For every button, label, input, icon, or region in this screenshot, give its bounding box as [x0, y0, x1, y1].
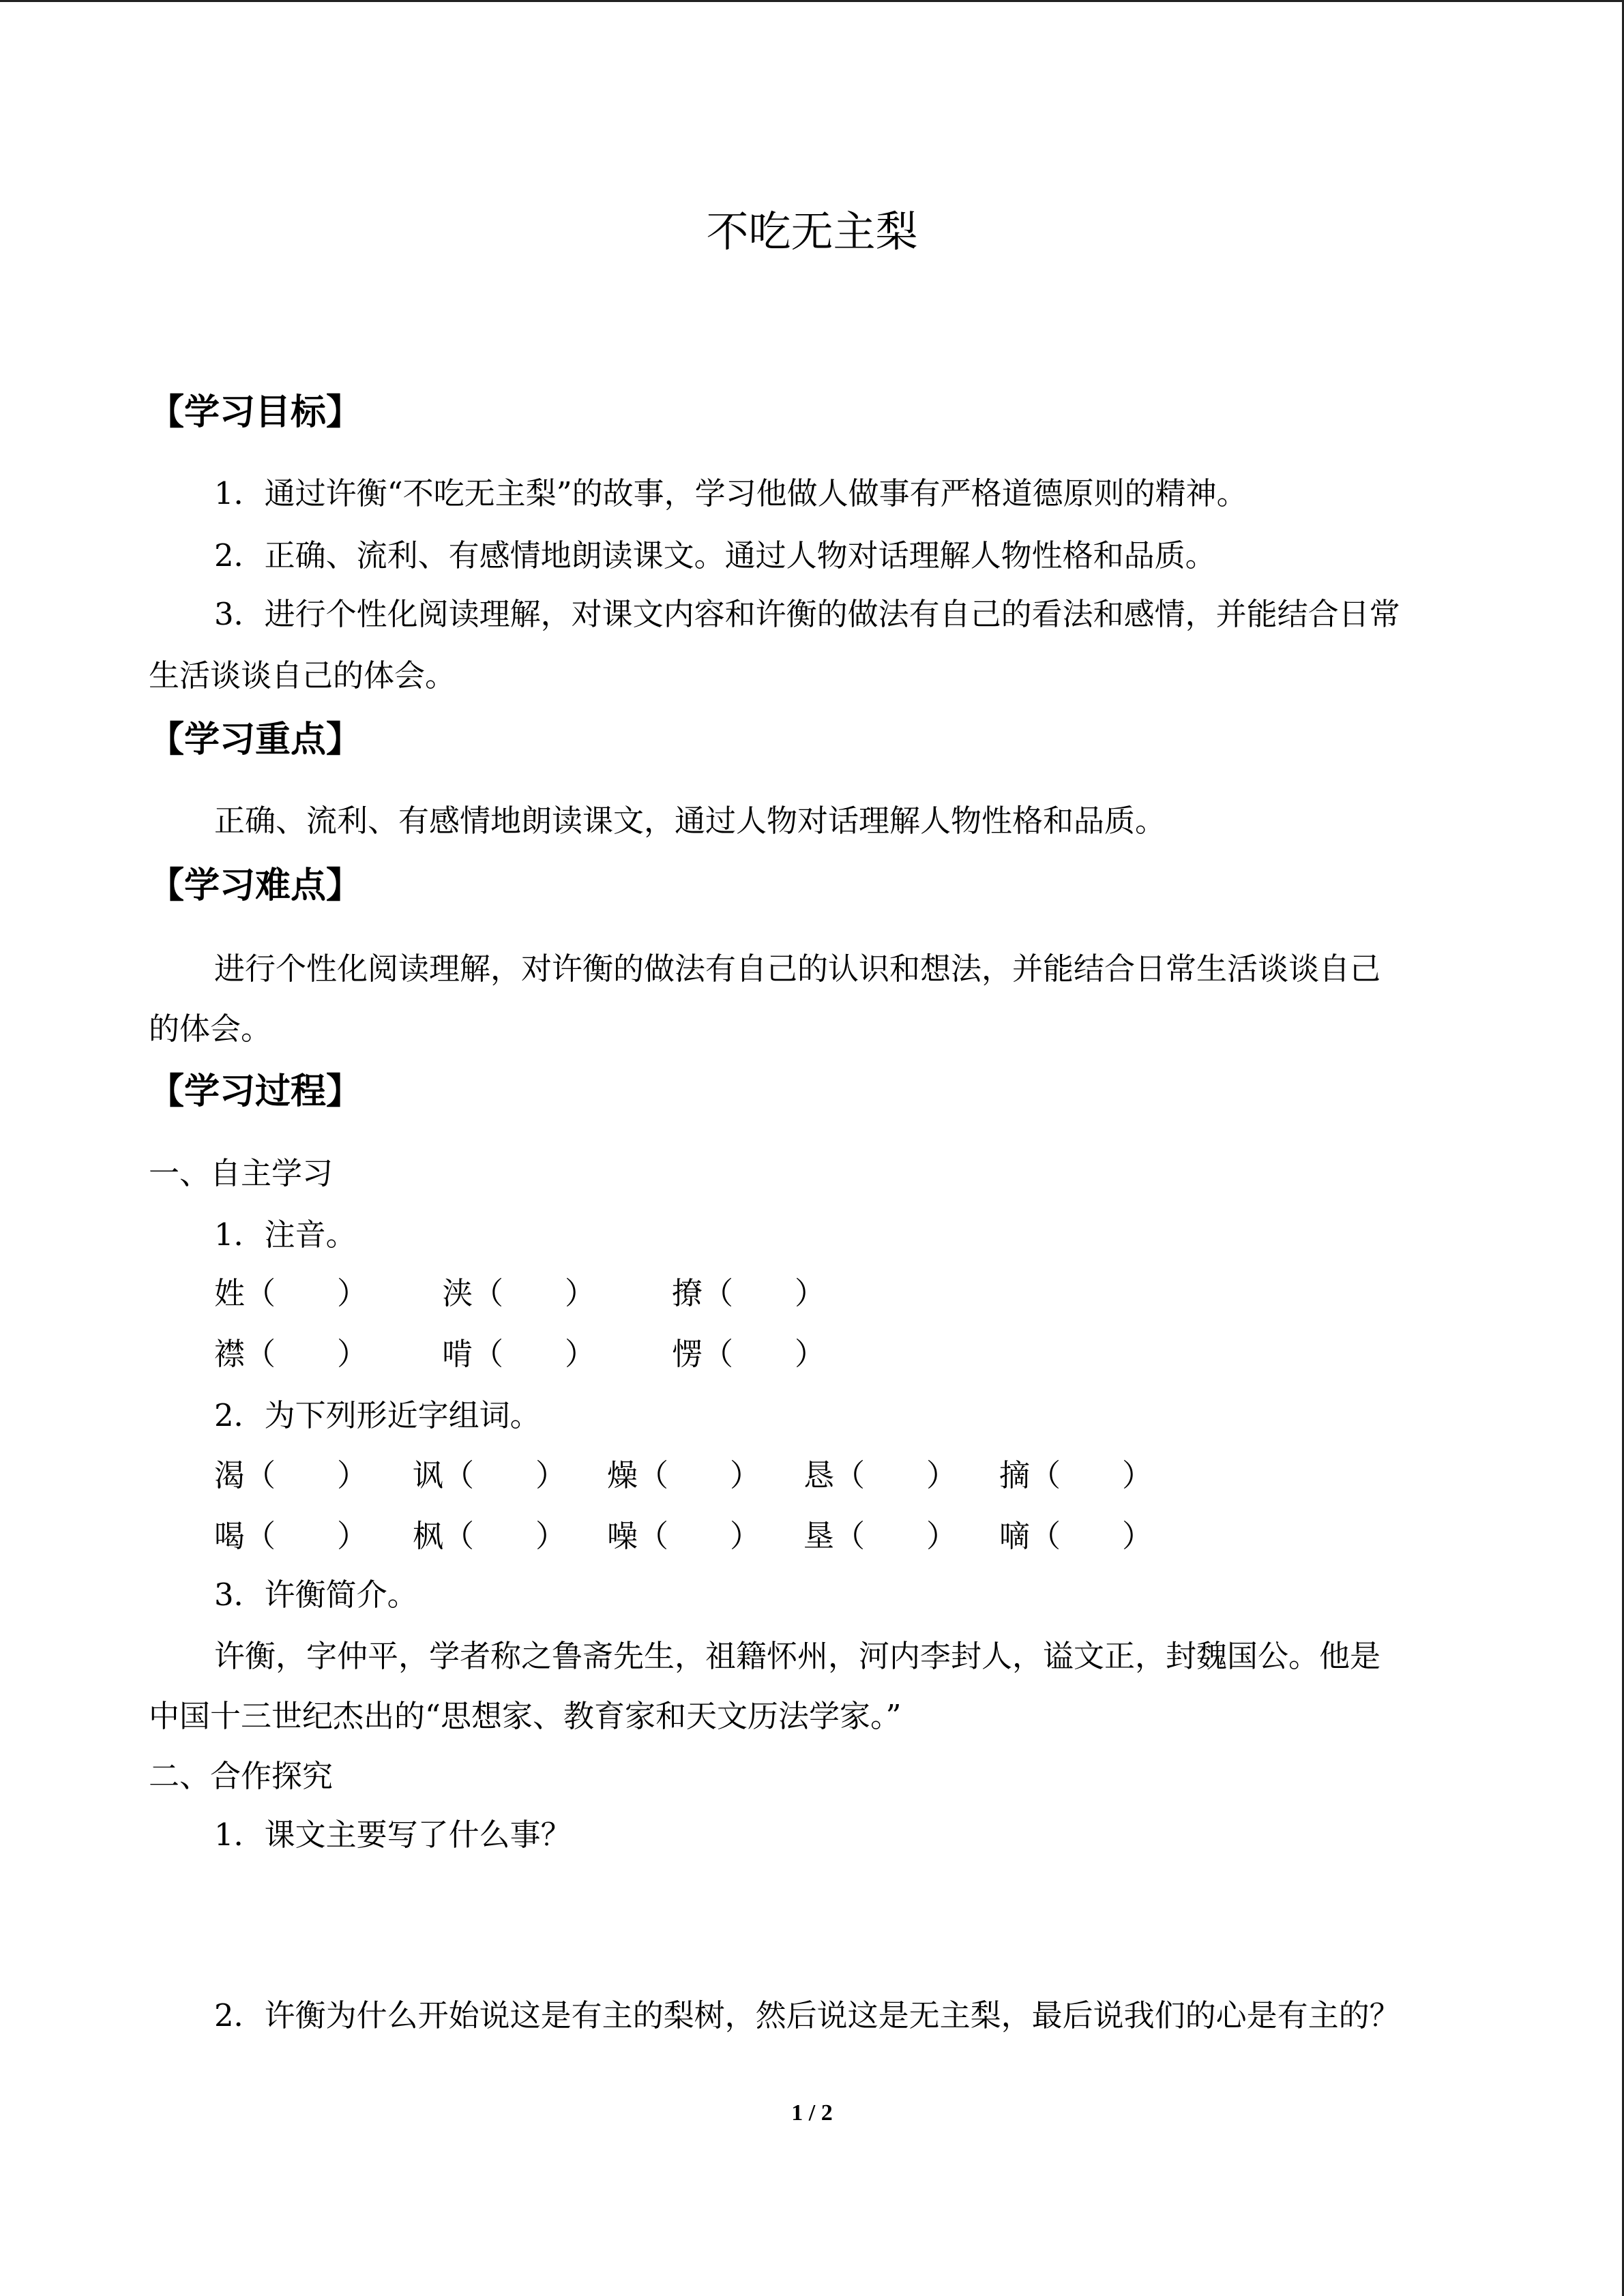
difficulty-line-1: 进行个性化阅读理解，对许衡的做法有自己的认识和想法，并能结合日常生活谈谈自己	[214, 951, 1381, 987]
process-heading: 【学习过程】	[149, 1071, 362, 1112]
pinyin-item: 撩（ ）	[672, 1275, 826, 1311]
page-title: 不吃无主梨	[706, 207, 918, 256]
difficulty-line-2: 的体会。	[149, 1011, 272, 1047]
page-number: 1 / 2	[791, 2100, 833, 2126]
word-item: 枫（ ）	[413, 1518, 567, 1554]
word-item: 嘀（ ）	[999, 1518, 1153, 1554]
q1-title: 1．注音。	[214, 1217, 357, 1253]
intro-line-1: 许衡，字仲平，学者称之鲁斋先生，祖籍怀州，河内李封人，谥文正，封魏国公。他是	[214, 1638, 1381, 1674]
goal-item-1: 1．通过许衡“不吃无主梨”的故事，学习他做人做事有严格道德原则的精神。	[214, 475, 1247, 511]
part2-title: 二、合作探究	[149, 1758, 334, 1794]
word-item: 讽（ ）	[413, 1457, 567, 1493]
part1-title: 一、自主学习	[149, 1155, 334, 1191]
pinyin-item: 浃（ ）	[442, 1275, 596, 1311]
intro-line-2: 中国十三世纪杰出的“思想家、教育家和天文历法学家。”	[149, 1698, 902, 1734]
pinyin-item: 襟（ ）	[214, 1336, 368, 1372]
word-item: 恳（ ）	[803, 1457, 958, 1493]
word-item: 渴（ ）	[214, 1457, 368, 1493]
q2-title: 2．为下列形近字组词。	[214, 1397, 541, 1433]
word-item: 燥（ ）	[607, 1457, 761, 1493]
difficulty-heading: 【学习难点】	[149, 865, 362, 906]
word-item: 噪（ ）	[607, 1518, 761, 1554]
part2-question-1: 1．课文主要写了什么事？	[214, 1817, 572, 1853]
focus-text: 正确、流利、有感情地朗读课文，通过人物对话理解人物性格和品质。	[214, 803, 1166, 839]
part2-question-2: 2．许衡为什么开始说这是有主的梨树，然后说这是无主梨，最后说我们的心是有主的？	[214, 1997, 1400, 2033]
word-item: 垦（ ）	[803, 1518, 958, 1554]
goal-item-3-cont: 生活谈谈自己的体会。	[149, 657, 456, 694]
pinyin-item: 愣（ ）	[672, 1336, 826, 1372]
goals-heading: 【学习目标】	[149, 392, 362, 433]
goal-item-2: 2．正确、流利、有感情地朗读课文。通过人物对话理解人物性格和品质。	[214, 537, 1216, 573]
goal-item-3: 3．进行个性化阅读理解，对课文内容和许衡的做法有自己的看法和感情，并能结合日常	[214, 596, 1400, 632]
word-item: 摘（ ）	[999, 1457, 1153, 1493]
focus-heading: 【学习重点】	[149, 719, 362, 760]
pinyin-item: 啃（ ）	[442, 1336, 596, 1372]
pinyin-item: 姓（ ）	[214, 1275, 368, 1311]
q3-title: 3．许衡简介。	[214, 1577, 418, 1613]
word-item: 喝（ ）	[214, 1518, 368, 1554]
